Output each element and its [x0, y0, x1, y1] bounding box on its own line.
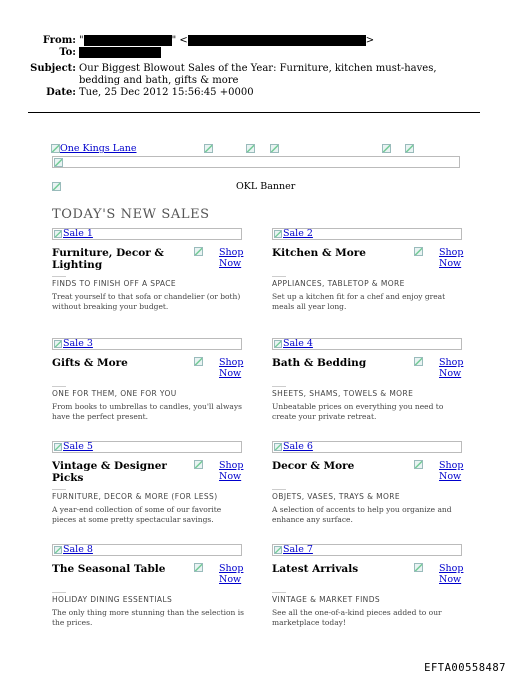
sale-image-label[interactable]: Sale 1	[63, 228, 93, 239]
shop-now-link[interactable]: Shop Now	[439, 563, 464, 585]
sale-description: The only thing more stunning than the selection is the prices.	[52, 608, 244, 627]
divider	[52, 386, 66, 387]
broken-image-icon[interactable]	[414, 460, 423, 469]
broken-image-icon	[274, 230, 282, 238]
redaction-block	[84, 35, 172, 46]
divider	[52, 489, 66, 490]
broken-image-icon[interactable]	[194, 247, 203, 256]
subject-value: Our Biggest Blowout Sales of the Year: Furniture, kitchen must-haves, bedding and bath, gifts & more	[79, 63, 437, 86]
shop-now-link[interactable]: Shop Now	[439, 357, 464, 379]
sale-title: Furniture, Decor & Lighting	[52, 247, 164, 271]
redaction-block	[79, 47, 161, 58]
divider	[272, 489, 286, 490]
sale-image-link[interactable]	[52, 544, 242, 556]
sale-subtitle: APPLIANCES, TABLETOP & MORE	[272, 279, 405, 288]
sale-description: Unbeatable prices on everything you need to create your private retreat.	[272, 402, 444, 421]
to-label: To:	[59, 47, 76, 58]
from-tail: >	[365, 35, 375, 46]
sale-title: Bath & Bedding	[272, 357, 367, 369]
redaction-block	[188, 35, 366, 46]
date-value: Tue, 25 Dec 2012 15:56:45 +0000	[79, 87, 254, 98]
spacer-image-box	[52, 156, 460, 168]
shop-now-link[interactable]: Shop Now	[219, 460, 244, 482]
sale-title: Latest Arrivals	[272, 563, 359, 575]
sale-image-link[interactable]	[272, 228, 462, 240]
sale-image-label[interactable]: Sale 2	[283, 228, 313, 239]
sale-card	[272, 338, 462, 433]
broken-image-icon	[51, 144, 60, 153]
sale-card	[272, 441, 462, 536]
broken-image-icon	[54, 340, 62, 348]
sale-image-label[interactable]: Sale 5	[63, 441, 93, 452]
sale-title: Gifts & More	[52, 357, 128, 369]
shop-now-link[interactable]: Shop Now	[219, 357, 244, 379]
date-label: Date:	[46, 87, 76, 98]
broken-image-icon[interactable]	[204, 144, 213, 153]
broken-image-icon[interactable]	[194, 357, 203, 366]
banner-text: OKL Banner	[236, 181, 296, 192]
from-quote-open: "	[79, 35, 84, 46]
broken-image-icon[interactable]	[246, 144, 255, 153]
sale-image-label[interactable]: Sale 8	[63, 544, 93, 555]
shop-now-link[interactable]: Shop Now	[439, 460, 464, 482]
sale-image-link[interactable]	[272, 544, 462, 556]
broken-image-icon[interactable]	[382, 144, 391, 153]
broken-image-icon	[274, 443, 282, 451]
sale-title: Kitchen & More	[272, 247, 366, 259]
sale-card	[52, 544, 242, 639]
sale-image-link[interactable]	[272, 338, 462, 350]
sale-image-link[interactable]	[52, 228, 242, 240]
broken-image-icon[interactable]	[414, 563, 423, 572]
divider	[52, 592, 66, 593]
sale-card	[52, 338, 242, 433]
sale-description: A selection of accents to help you organize and enhance any surface.	[272, 505, 452, 524]
shop-now-link[interactable]: Shop Now	[219, 247, 244, 269]
divider	[272, 276, 286, 277]
broken-image-icon[interactable]	[405, 144, 414, 153]
broken-image-icon	[54, 443, 62, 451]
sale-description: See all the one-of-a-kind pieces added to our marketplace today!	[272, 608, 442, 627]
shop-now-link[interactable]: Shop Now	[439, 247, 464, 269]
broken-image-icon	[274, 340, 282, 348]
sale-card	[52, 228, 242, 323]
logo-link[interactable]: One Kings Lane	[60, 143, 137, 154]
sale-subtitle: FINDS TO FINISH OFF A SPACE	[52, 279, 177, 288]
document-id: EFTA00558487	[424, 662, 506, 674]
sale-subtitle: OBJETS, VASES, TRAYS & MORE	[272, 492, 401, 501]
sale-image-link[interactable]	[52, 441, 242, 453]
divider	[272, 386, 286, 387]
sale-image-link[interactable]	[272, 441, 462, 453]
broken-image-icon[interactable]	[194, 563, 203, 572]
sale-image-link[interactable]	[52, 338, 242, 350]
sale-description: Treat yourself to that sofa or chandelier (or both) without breaking your budget.	[52, 292, 241, 311]
sale-image-label[interactable]: Sale 7	[283, 544, 313, 555]
shop-now-link[interactable]: Shop Now	[219, 563, 244, 585]
logo-link-wrap[interactable]	[51, 143, 137, 154]
sale-card	[272, 228, 462, 323]
divider	[272, 592, 286, 593]
sale-title: Vintage & Designer Picks	[52, 460, 167, 484]
sale-subtitle: VINTAGE & MARKET FINDS	[272, 595, 381, 604]
broken-image-icon[interactable]	[270, 144, 279, 153]
sale-image-label[interactable]: Sale 6	[283, 441, 313, 452]
broken-image-icon[interactable]	[414, 357, 423, 366]
sale-description: Set up a kitchen fit for a chef and enjoy great meals all year long.	[272, 292, 446, 311]
sale-card	[272, 544, 462, 639]
from-quote-close: " <	[171, 35, 188, 46]
sale-description: A year-end collection of some of our favorite pieces at some pretty spectacular savings.	[52, 505, 222, 524]
sale-subtitle: SHEETS, SHAMS, TOWELS & MORE	[272, 389, 414, 398]
from-value	[79, 35, 474, 47]
sale-subtitle: HOLIDAY DINING ESSENTIALS	[52, 595, 173, 604]
header-divider	[28, 112, 480, 113]
sale-title: The Seasonal Table	[52, 563, 166, 575]
sale-subtitle: FURNITURE, DECOR & MORE (FOR LESS)	[52, 492, 218, 501]
subject-label: Subject:	[30, 63, 76, 74]
broken-image-icon[interactable]	[414, 247, 423, 256]
sale-image-label[interactable]: Sale 3	[63, 338, 93, 349]
section-title: TODAY'S NEW SALES	[52, 207, 210, 222]
sale-image-label[interactable]: Sale 4	[283, 338, 313, 349]
broken-image-icon	[54, 230, 62, 238]
sale-title: Decor & More	[272, 460, 355, 472]
from-label: From:	[42, 35, 76, 46]
sale-subtitle: ONE FOR THEM, ONE FOR YOU	[52, 389, 177, 398]
divider	[52, 276, 66, 277]
sale-description: From books to umbrellas to candles, you'll always have the perfect present.	[52, 402, 242, 421]
broken-image-icon	[52, 182, 61, 191]
sale-card	[52, 441, 242, 536]
broken-image-icon[interactable]	[194, 460, 203, 469]
broken-image-icon	[54, 158, 63, 167]
broken-image-icon	[54, 546, 62, 554]
broken-image-icon	[274, 546, 282, 554]
to-value	[79, 47, 474, 59]
